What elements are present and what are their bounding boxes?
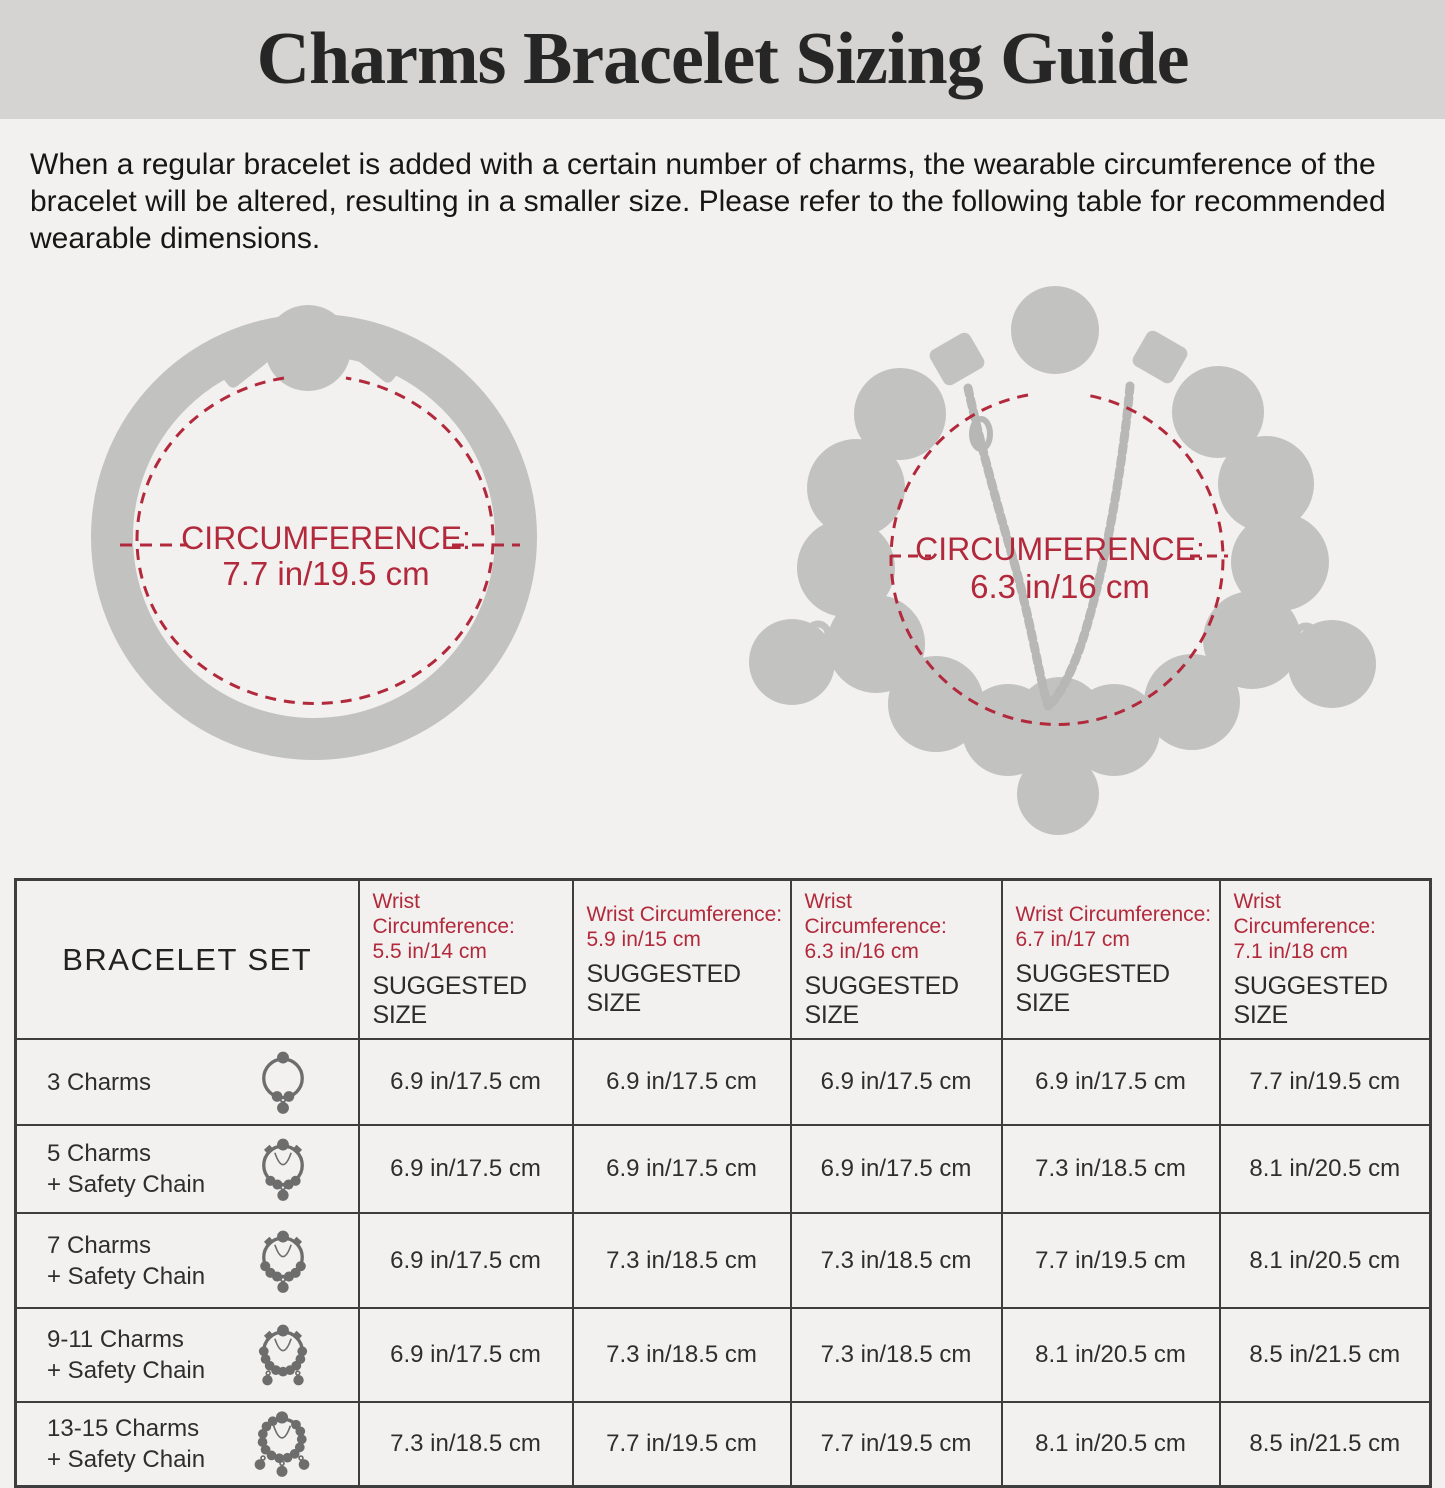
size-cell: 7.3 in/18.5 cm [1002, 1125, 1220, 1213]
size-cell: 8.5 in/21.5 cm [1220, 1308, 1431, 1402]
column-header-7-1in [1220, 880, 1431, 1040]
table-row-3-charms [16, 1039, 1431, 1125]
size-cell: 8.1 in/20.5 cm [1220, 1213, 1431, 1308]
size-cell: 7.7 in/19.5 cm [1220, 1039, 1431, 1125]
suggested-size-label: SUGGESTED SIZE [1015, 959, 1170, 1017]
wrist-circumference-label: Wrist Circumference: [586, 902, 783, 926]
column-header-5-9in [573, 880, 791, 1040]
size-cell: 7.3 in/18.5 cm [359, 1402, 573, 1487]
suggested-size-label: SUGGESTED SIZE [804, 972, 959, 1029]
bracelet-set-label: 7 Charms + Safety Chain [47, 1231, 206, 1290]
wrist-circumference-label: Wrist Circumference: [1233, 890, 1376, 938]
bracelet-set-label: 5 Charms + Safety Chain [47, 1140, 206, 1198]
square-link-left [927, 330, 987, 388]
size-cell: 8.5 in/21.5 cm [1220, 1402, 1431, 1487]
size-cell: 6.9 in/17.5 cm [359, 1125, 573, 1213]
bracelet-set-label: 13-15 Charms + Safety Chain [47, 1415, 206, 1473]
circumference-label: CIRCUMFERENCE: [181, 520, 471, 556]
bracelet-13-15-charms-icon [244, 1403, 320, 1485]
size-cell: 7.7 in/19.5 cm [1002, 1213, 1220, 1308]
top-charm-bead [1011, 286, 1099, 374]
size-cell: 6.9 in/17.5 cm [573, 1039, 791, 1125]
size-cell: 8.1 in/20.5 cm [1220, 1125, 1431, 1213]
size-cell: 6.9 in/17.5 cm [359, 1213, 573, 1308]
table-row-9-11-charms [16, 1308, 1431, 1402]
size-cell: 6.9 in/17.5 cm [573, 1125, 791, 1213]
wrist-circumference-value: 5.9 in/15 cm [586, 927, 701, 951]
wrist-circumference-label: Wrist Circumference: [804, 890, 947, 938]
wrist-circumference-value: 7.1 in/18 cm [1233, 940, 1348, 963]
wrist-circumference-value: 6.3 in/16 cm [804, 940, 919, 963]
size-cell: 7.3 in/18.5 cm [791, 1308, 1002, 1402]
wrist-circumference-label: Wrist Circumference: [1015, 902, 1212, 926]
circumference-value: 7.7 in/19.5 cm [222, 555, 430, 592]
bracelet-9-11-charms-icon [246, 1315, 320, 1395]
suggested-size-label: SUGGESTED SIZE [372, 972, 527, 1029]
size-cell: 7.3 in/18.5 cm [573, 1213, 791, 1308]
size-cell: 6.9 in/17.5 cm [359, 1308, 573, 1402]
size-cell: 6.9 in/17.5 cm [1002, 1039, 1220, 1125]
wrist-circumference-value: 5.5 in/14 cm [372, 940, 487, 963]
size-cell: 7.7 in/19.5 cm [791, 1402, 1002, 1487]
intro-paragraph: When a regular bracelet is added with a certain number of charms, the wearable circumference of the bracelet will be altered, resulting in a smaller size. Please refer to the following table for recommended wearable dimensions. [30, 148, 1386, 255]
square-link-right [1130, 328, 1190, 386]
circumference-label: CIRCUMFERENCE: [915, 531, 1205, 567]
bracelet-set-header: BRACELET SET [16, 880, 359, 1040]
table-row-7-charms [16, 1213, 1431, 1308]
table-row-5-charms [16, 1125, 1431, 1213]
bracelet-3-charms-icon [246, 1044, 320, 1120]
column-header-5-5in [359, 880, 573, 1040]
circumference-value: 6.3 in/16 cm [970, 568, 1150, 605]
size-cell: 6.9 in/17.5 cm [791, 1125, 1002, 1213]
size-cell: 8.1 in/20.5 cm [1002, 1308, 1220, 1402]
size-cell: 7.3 in/18.5 cm [573, 1308, 791, 1402]
page-title: Charms Bracelet Sizing Guide [256, 18, 1189, 100]
bracelet-5-charms-icon [246, 1130, 320, 1208]
table-header-row [16, 880, 1431, 1040]
size-cell: 6.9 in/17.5 cm [359, 1039, 573, 1125]
bracelet-set-label: 3 Charms [47, 1068, 152, 1096]
size-cell: 8.1 in/20.5 cm [1002, 1402, 1220, 1487]
bracelet-set-label: 9-11 Charms + Safety Chain [47, 1326, 206, 1384]
wrist-circumference-label: Wrist Circumference: [372, 890, 515, 938]
wrist-circumference-value: 6.7 in/17 cm [1015, 927, 1130, 951]
size-cell: 6.9 in/17.5 cm [791, 1039, 1002, 1125]
sizing-table [14, 878, 1432, 1488]
suggested-size-label: SUGGESTED SIZE [586, 959, 741, 1017]
suggested-size-label: SUGGESTED SIZE [1233, 972, 1388, 1029]
size-cell: 7.3 in/18.5 cm [791, 1213, 1002, 1308]
bracelet-diagrams [0, 262, 1445, 874]
table-row-13-15-charms [16, 1402, 1431, 1487]
title-banner [0, 0, 1445, 119]
size-cell: 7.7 in/19.5 cm [573, 1402, 791, 1487]
bracelet-7-charms-icon [246, 1222, 320, 1300]
column-header-6-3in [791, 880, 1002, 1040]
column-header-6-7in [1002, 880, 1220, 1040]
